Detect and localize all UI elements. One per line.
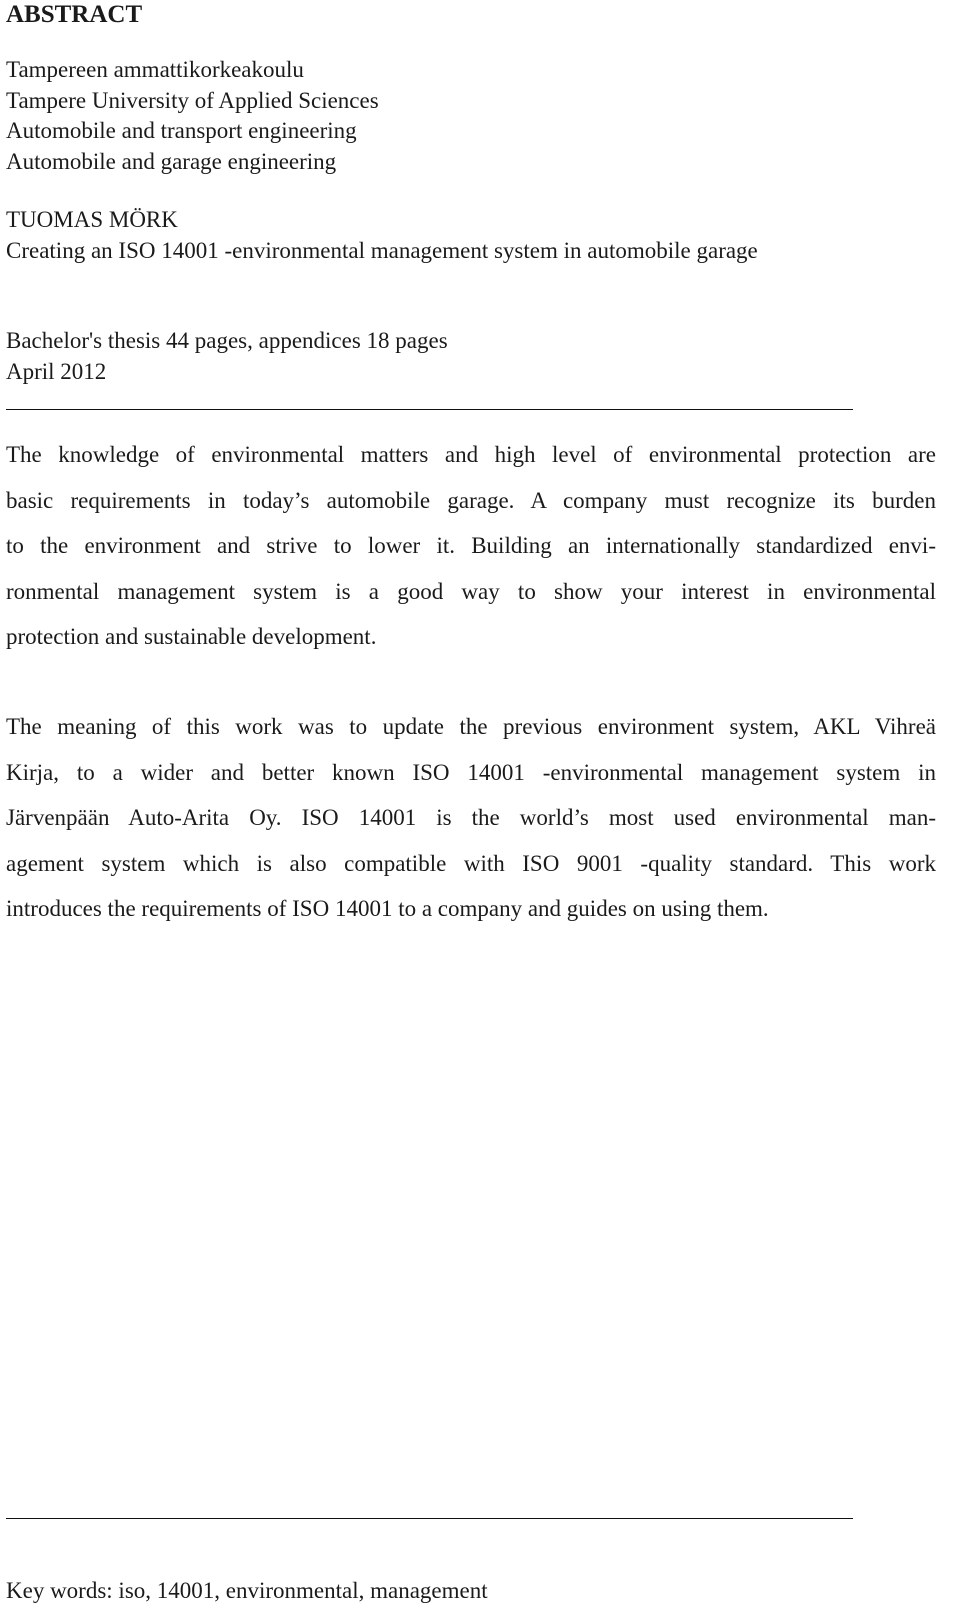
institution-block	[6, 55, 379, 177]
paragraph-line: ronmental management system is a good way to show your interest in environmental	[6, 578, 936, 604]
thesis-title: Creating an ISO 14001 -environmental management system in automobile garage	[6, 237, 758, 263]
page-title: ABSTRACT	[6, 1, 143, 28]
thesis-date: April 2012	[6, 358, 107, 384]
thesis-info: Bachelor's thesis 44 pages, appendices 18 pages	[6, 328, 448, 353]
abstract-paragraph-1	[6, 432, 936, 660]
paragraph-line: The meaning of this work was to update the previous environment system, AKL Vihreä	[6, 714, 936, 739]
institution-finnish-name: Tampereen ammattikorkeakoulu	[6, 57, 304, 82]
institution-english-name: Tampere University of Applied Sciences	[6, 87, 379, 113]
paragraph-line: introduces the requirements of ISO 14001 to a company and guides on using them.	[6, 896, 769, 922]
paragraph-line: basic requirements in today’s automobile garage. A company must recognize its burden	[6, 487, 936, 513]
paragraph-line: Kirja, to a wider and better known ISO 14001 -environmental management system in	[6, 759, 936, 785]
option-of-study: Automobile and garage engineering	[6, 148, 337, 174]
separator-rule-bottom	[6, 1518, 853, 1519]
abstract-paragraph-2	[6, 704, 936, 932]
paragraph-line: to the environment and strive to lower it. Building an internationally standardized envi-	[6, 533, 936, 559]
paragraph-line: Järvenpään Auto-Arita Oy. ISO 14001 is the world’s most used environmental man-	[6, 805, 936, 831]
keywords-line: Key words: iso, 14001, environmental, management	[6, 1578, 488, 1603]
degree-programme: Automobile and transport engineering	[6, 118, 357, 143]
author-name: TUOMAS MÖRK	[6, 207, 178, 232]
author-block	[6, 205, 758, 266]
thesis-meta-block	[6, 326, 448, 387]
paragraph-line: protection and sustainable development.	[6, 624, 377, 650]
paragraph-line: agement system which is also compatible with ISO 9001 -quality standard. This work	[6, 850, 936, 876]
separator-rule-top	[6, 409, 853, 410]
paragraph-line: The knowledge of environmental matters and high level of environmental protection are	[6, 442, 936, 467]
